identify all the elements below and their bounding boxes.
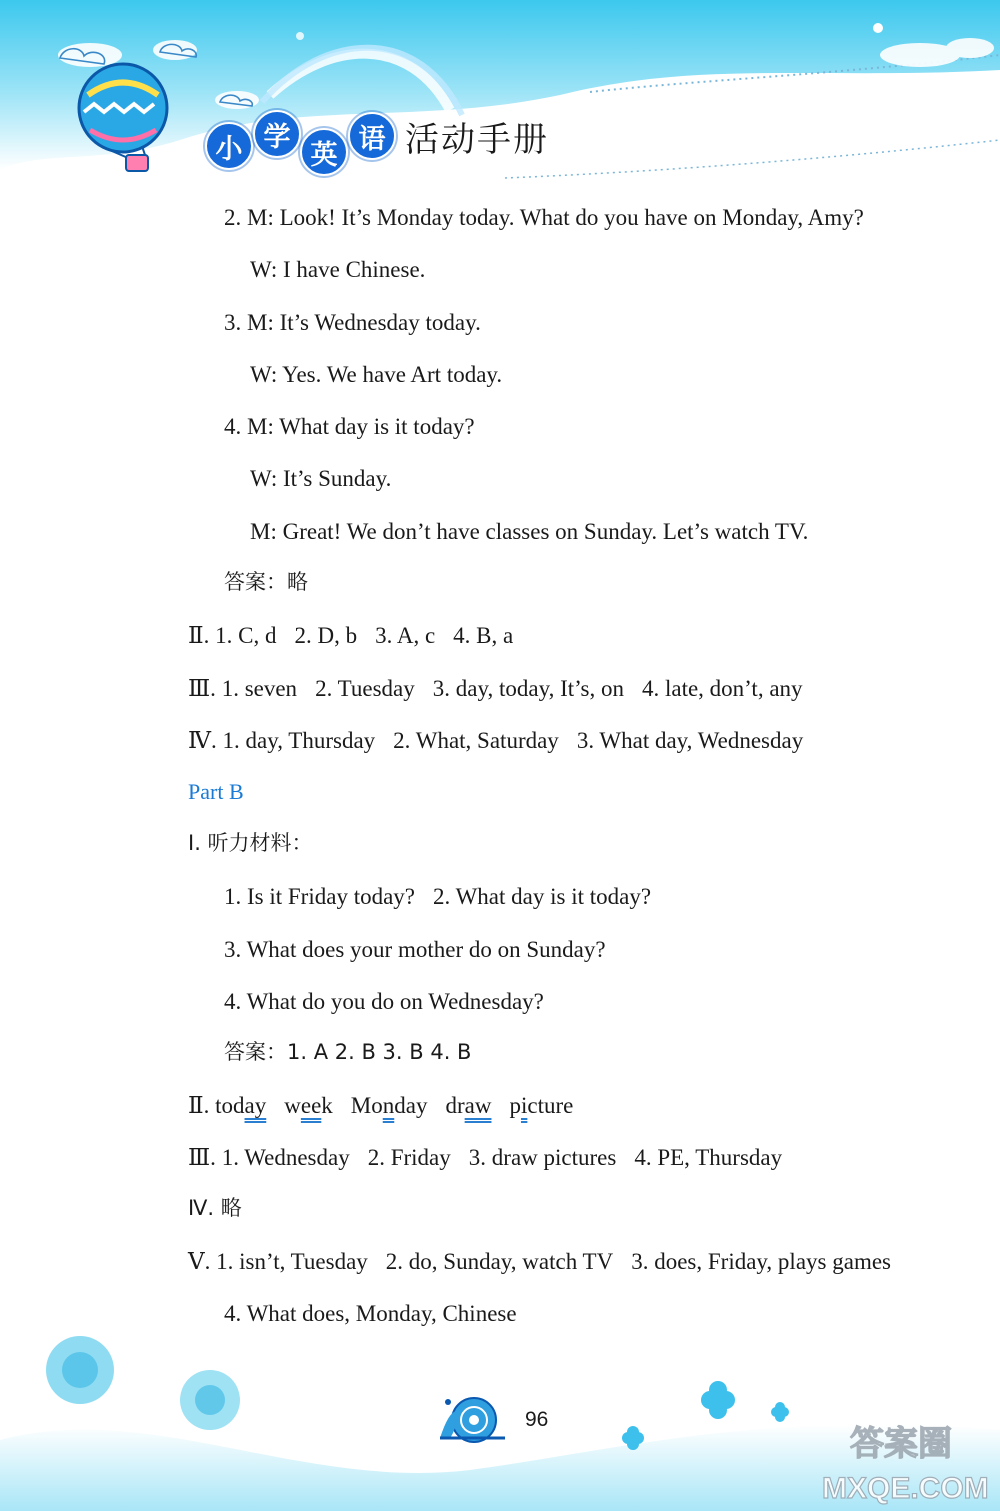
dialog-line: W: It’s Sunday. bbox=[250, 466, 392, 491]
section-label: Ⅴ. bbox=[188, 1249, 217, 1274]
answer-item: 1. Wednesday bbox=[221, 1145, 350, 1170]
section-5-answers bbox=[188, 1250, 891, 1273]
answer-line: 答案：略 bbox=[224, 570, 308, 594]
footer-decoration bbox=[0, 1320, 1000, 1511]
header-banner bbox=[0, 0, 1000, 200]
answer-item: 3. What day, Wednesday bbox=[576, 728, 804, 753]
answer-item: 2. D, b bbox=[294, 623, 358, 648]
word-underlined-part: aw bbox=[464, 1093, 492, 1118]
answer-item: 2. What, Saturday bbox=[393, 728, 559, 753]
word-part: k bbox=[321, 1093, 333, 1118]
word-underlined-part: ee bbox=[300, 1093, 322, 1118]
answer-item: 4. PE, Thursday bbox=[634, 1145, 783, 1170]
answer-item: 4. B, a bbox=[453, 623, 514, 648]
word-part: dr bbox=[445, 1093, 465, 1118]
section-4-answer: Ⅳ. 略 bbox=[188, 1196, 242, 1220]
section-4-answers bbox=[188, 729, 803, 752]
word-part: tod bbox=[215, 1093, 245, 1118]
answer-item: 3. draw pictures bbox=[468, 1145, 617, 1170]
section-label: Ⅲ. bbox=[188, 676, 222, 701]
dialog-line: W: I have Chinese. bbox=[250, 257, 426, 282]
listening-question: 2. What day is it today? bbox=[433, 884, 652, 909]
word-part: p bbox=[509, 1093, 521, 1118]
dialog-line: 4. M: What day is it today? bbox=[224, 414, 475, 439]
svg-text:答案圈: 答案圈 bbox=[850, 1424, 952, 1464]
svg-text:MXQE.COM: MXQE.COM bbox=[822, 1472, 989, 1505]
word bbox=[284, 1093, 333, 1118]
word bbox=[351, 1093, 428, 1118]
answer-item: 3. A, c bbox=[375, 623, 436, 648]
dialog-line: 3. M: It’s Wednesday today. bbox=[224, 310, 481, 335]
section-label: Ⅳ. bbox=[188, 728, 223, 753]
word-underlined-part: n bbox=[382, 1093, 395, 1118]
word-part: cture bbox=[527, 1093, 574, 1118]
page-number: 96 bbox=[525, 1408, 549, 1431]
word bbox=[215, 1093, 266, 1118]
listening-question-row bbox=[224, 885, 651, 908]
answer-item: 2. Friday bbox=[367, 1145, 451, 1170]
word-underlined-part: ay bbox=[244, 1093, 267, 1118]
title-char-bubble: 英 bbox=[300, 128, 348, 176]
answer-line: 答案：1. A 2. B 3. B 4. B bbox=[224, 1040, 472, 1064]
title-char-bubble: 语 bbox=[348, 112, 396, 160]
dialog-line: M: Great! We don’t have classes on Sunday. Let’s watch TV. bbox=[250, 519, 809, 544]
dialog-line: W: Yes. We have Art today. bbox=[250, 362, 503, 387]
listening-question: 3. What does your mother do on Sunday? bbox=[224, 937, 606, 962]
section-3-answers bbox=[188, 677, 803, 700]
book-subtitle: 活动手册 bbox=[405, 120, 549, 160]
word bbox=[445, 1093, 491, 1118]
title-char-bubble: 学 bbox=[253, 110, 301, 158]
section-label: Ⅲ. bbox=[188, 1145, 222, 1170]
part-b-heading: Part B bbox=[188, 779, 244, 804]
word-underlined-part: i bbox=[520, 1093, 528, 1118]
answer-item: 4. late, don’t, any bbox=[641, 676, 803, 701]
answer-item: 2. do, Sunday, watch TV bbox=[385, 1249, 614, 1274]
word-part: w bbox=[284, 1093, 301, 1118]
snail-icon bbox=[440, 1398, 505, 1442]
section-1-label: Ⅰ. 听力材料： bbox=[188, 831, 313, 855]
section-2-answers bbox=[188, 624, 513, 647]
section-3-answers bbox=[188, 1146, 782, 1169]
section-label: Ⅱ. bbox=[188, 1093, 216, 1118]
sunflower-icon bbox=[46, 1336, 240, 1430]
section-2-words bbox=[188, 1094, 573, 1117]
answer-item: 1. day, Thursday bbox=[222, 728, 376, 753]
listening-question: 1. Is it Friday today? bbox=[224, 884, 415, 909]
answer-item: 1. isn’t, Tuesday bbox=[216, 1249, 368, 1274]
answer-item: 3. does, Friday, plays games bbox=[631, 1249, 891, 1274]
answer-item: 1. C, d bbox=[215, 623, 277, 648]
dialog-line: 2. M: Look! It’s Monday today. What do you have on Monday, Amy? bbox=[224, 205, 864, 230]
word-part: day bbox=[394, 1093, 428, 1118]
answer-item: 1. seven bbox=[221, 676, 298, 701]
answer-item: 3. day, today, It’s, on bbox=[432, 676, 624, 701]
title-char-bubble: 小 bbox=[205, 122, 253, 170]
listening-question: 4. What do you do on Wednesday? bbox=[224, 989, 544, 1014]
word bbox=[509, 1093, 573, 1118]
section-label: Ⅱ. bbox=[188, 623, 216, 648]
word-part: Mo bbox=[350, 1093, 383, 1118]
answer-line: 4. What does, Monday, Chinese bbox=[224, 1301, 517, 1326]
answer-item: 2. Tuesday bbox=[315, 676, 415, 701]
